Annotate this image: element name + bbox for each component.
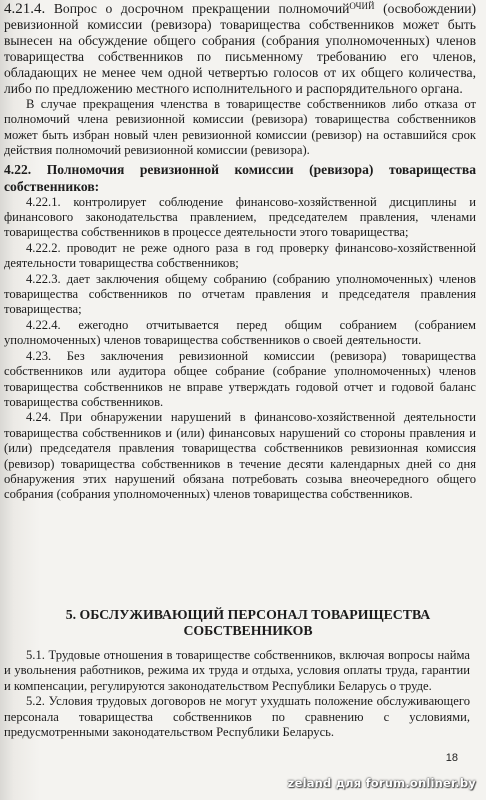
- paragraph-5-1: 5.1. Трудовые отношения в товариществе собственников, включая вопросы найма и увольнения работников, режима их труда и отдыха, условия оплаты труда, гарантии и компенсации, регулируются законодательством Республики Беларусь о труде.: [4, 648, 470, 693]
- paragraph-5-2: 5.2. Условия трудовых договоров не могут ухудшать положение обслуживающего персонала товарищества собственников по сравнению с условиями, предусмотренными законодательством Республики Беларусь.: [4, 694, 470, 740]
- paragraph-4-22-2: 4.22.2. проводит не реже одного раза в год проверку финансово-хозяйственной деятельности товарищества собственников;: [4, 240, 476, 271]
- paragraph-4-23: 4.23. Без заключения ревизионной комиссии (ревизора) товарищества собственников или аудитора общее собрание (собрание уполномоченных) членов товарищества собственников не вправе утверждать годовой отчет и годовой баланс товарищества собственников.: [4, 348, 476, 409]
- clause-rest-text: (освобождении) ревизионной комиссии (ревизора) товарищества собственников может быть вынесен на обсуждение общего собрания (собрания уполномоченных) членов товарищества собственников по письменному требованию его членов, обладающих не менее чем одной четвертью голосов от их общего количества, либо по предложению местного исполнительного и распорядительного органа.: [4, 1, 476, 96]
- ocr-artifact: ОЧИЙ: [349, 1, 375, 11]
- forum-watermark: zeland для forum.onliner.by: [287, 776, 476, 790]
- paragraph-4-21-4: [4, 0, 476, 97]
- heading-4-22: 4.22. Полномочия ревизионной комиссии (ревизора) товарищества собственников:: [4, 161, 476, 194]
- paragraph-4-22-3: 4.22.3. дает заключения общему собранию (собранию уполномоченных) членов товарищества собственников по отчетам правления и председателя правления товарищества;: [4, 271, 476, 317]
- section-5-title: 5. ОБСЛУЖИВАЮЩИЙ ПЕРСОНАЛ ТОВАРИЩЕСТВА СОБСТВЕННИКОВ: [65, 607, 431, 638]
- document-body: [4, 0, 476, 503]
- paragraph-4-22-4: 4.22.4. ежегодно отчитывается перед общим собранием (собранием уполномоченных) членов товарищества собственников о своей деятельности.: [4, 317, 476, 348]
- page-number: 18: [445, 752, 458, 764]
- paragraph-membership-termination: В случае прекращения членства в товариществе собственников либо отказа от полномочий члена ревизионной комиссии (ревизора) товарищества собственников может быть избран новый член ревизионной комиссии (ревизор) на оставшийся срок действия полномочий ревизионной комиссии (ревизора).: [4, 97, 476, 158]
- paragraph-4-24: 4.24. При обнаружении нарушений в финансово-хозяйственной деятельности товарищества собственников и (или) финансовых нарушений со стороны правления и (или) председателя правления товарищества собственников ревизионная комиссия (ревизор) товарищества собственников в течение десяти календарных дней со дня обнаружения этих нарушений обязана потребовать созыва внеочередного общего собрания (собрания уполномоченных) членов товарищества собственников.: [4, 410, 476, 502]
- clause-lead-text: Вопрос о досрочном прекращении полномочий: [45, 1, 350, 16]
- section-5-body: [4, 648, 470, 740]
- clause-number: 4.21.4.: [4, 1, 46, 17]
- paragraph-4-22-1: 4.22.1. контролирует соблюдение финансово-хозяйственной дисциплины и финансового законодательства правлением, председателем правления, членами товарищества собственников в процессе деятельности этого товарищества;: [4, 194, 476, 240]
